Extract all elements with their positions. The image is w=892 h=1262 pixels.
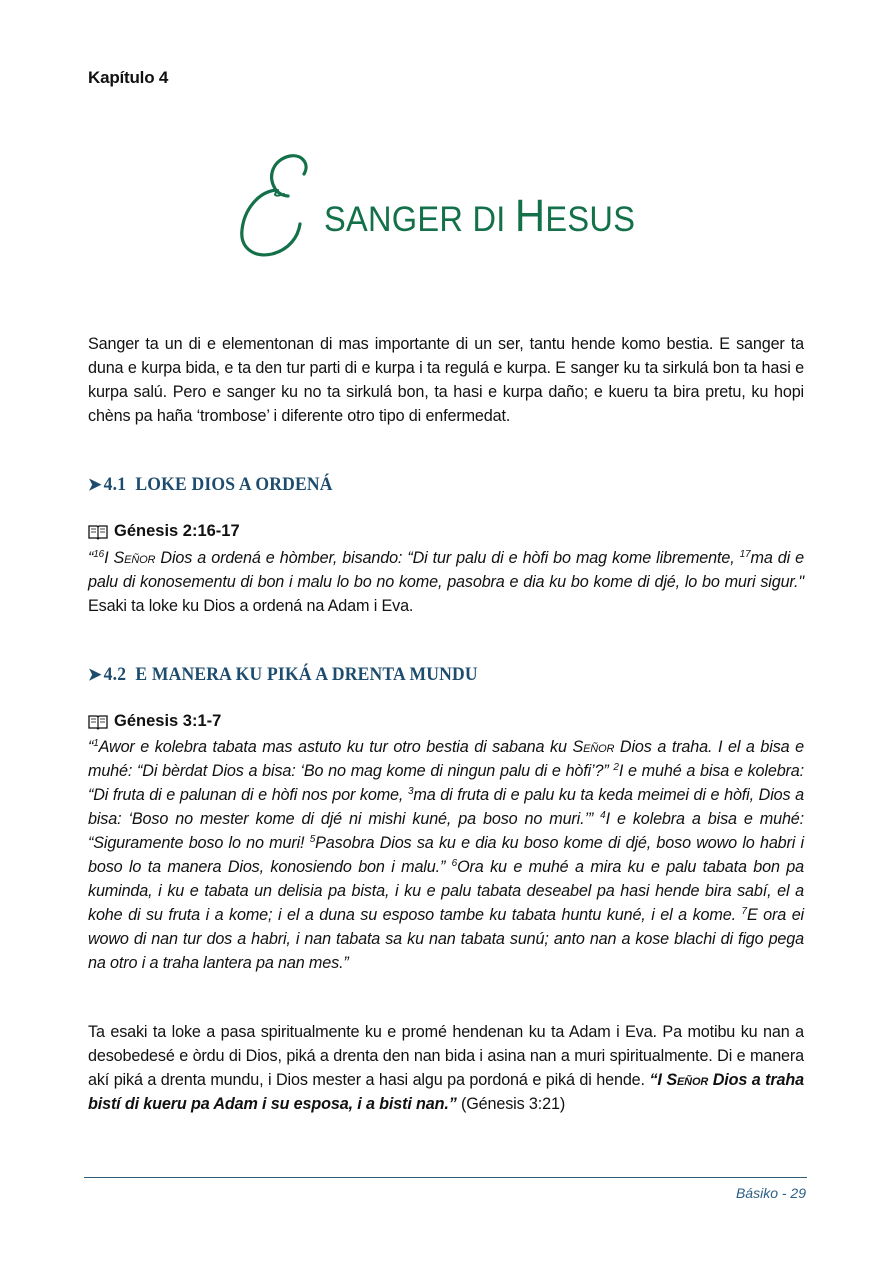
reference-text: Génesis 2:16-17 bbox=[114, 522, 240, 540]
verse-text: ma di e palu di konosementu di bon i malu lo bo no kome, pasobra e dia ku bo kome di djé, lo bo muri sigur." bbox=[88, 549, 804, 591]
decorative-initial-e bbox=[236, 150, 326, 260]
arrow-right-icon: ➤ bbox=[88, 665, 102, 684]
scripture-quote-genesis-3 bbox=[88, 735, 804, 975]
verse-text: E ora ei wowo di nan tur dos a habri, i nan tabata sa ku nan tabata sunú; anto nan a kose blachi di figo pega na otro i a traha lantera pa nan mes.” bbox=[88, 906, 804, 972]
intro-paragraph: Sanger ta un di e elementonan di mas importante di un ser, tantu hende komo bestia. E sanger ta duna e kurpa bida, e ta den tur parti di e kurpa i ta regulá e kurpa. E sanger ku ta sirkulá bon ta hasi e kurpa salú. Pero e sanger ku no ta sirkulá bon, ta hasi e kurpa daño; e kueru ta bira pretu, ku hopi chèns pa haña ‘trombose’ i diferente otro tipo di enfermedat. bbox=[88, 335, 804, 425]
verse-text: Ora ku e muhé a mira ku e palu tabata bon pa kuminda, i ku e tabata un delisia pa bista, i ku e palu tabata deseabel pa hasi hende bira sabí, el a kohe di su fruta i a kome; i el a duna su esposo tambe ku tabata huntu kuné, i el a kome. bbox=[88, 858, 804, 924]
reference-text: Génesis 3:1-7 bbox=[114, 712, 222, 730]
verse-number: 1 bbox=[93, 738, 99, 749]
verse-text: I e kolebra a bisa e muhé: “Siguramente boso lo no muri! bbox=[88, 810, 804, 852]
chapter-title-text bbox=[324, 190, 635, 242]
open-book-icon bbox=[88, 714, 108, 730]
title-word: ESUS bbox=[545, 200, 636, 239]
verse-text: Dios a ordená e hòmber, bisando: “Di tur palu di e hòfi bo mag kome libremente, bbox=[155, 549, 740, 567]
verse-number: 3 bbox=[407, 786, 414, 797]
small-caps-lord: Señor bbox=[666, 1071, 709, 1089]
verse-text: ma di fruta di e palu ku ta keda meimei di e hòfi, Dios a bisa: ‘Boso no mester kome di djé ni mishi kuné, pa boso no muri.’” bbox=[88, 786, 805, 828]
commentary-text: Esaki ta loke ku Dios a ordená na Adam i Eva. bbox=[88, 597, 414, 615]
closing-paragraph bbox=[88, 1020, 804, 1116]
section-number: 4.1 bbox=[103, 475, 127, 495]
small-caps-lord: Señor bbox=[113, 549, 156, 567]
page-footer: Básiko - 29 bbox=[735, 1185, 806, 1201]
open-book-icon bbox=[88, 524, 108, 540]
citation: (Génesis 3:21) bbox=[456, 1095, 566, 1113]
verse-text: Pasobra Dios sa ku e dia ku boso kome di djé, boso wowo lo habri i boso lo ta manera Dios, konosiendo bon i malu.” bbox=[88, 834, 804, 876]
arrow-right-icon: ➤ bbox=[88, 475, 102, 494]
verse-text: Awor e kolebra tabata mas astuto ku tur otro bestia di sabana ku bbox=[98, 738, 573, 756]
paragraph-text: Ta esaki ta loke a pasa spiritualmente ku e promé hendenan ku ta Adam i Eva. Pa motibu ku nan a desobedesé e òrdu di Dios, piká a drenta den nan bida i asina nan a muri spiritualmente. Di e manera akí piká a drenta mundu, i Dios mester a hasi algu pa pordoná e piká di hende. bbox=[88, 1023, 804, 1089]
small-caps-lord: Señor bbox=[572, 738, 615, 756]
scripture-reference bbox=[88, 522, 240, 541]
quote-mark: “ bbox=[88, 549, 94, 567]
footer-divider bbox=[84, 1177, 807, 1178]
section-heading-4-2 bbox=[88, 665, 478, 686]
verse-number: 2 bbox=[613, 762, 619, 773]
verse-number: 5 bbox=[309, 834, 316, 845]
scripture-quote-genesis-2 bbox=[88, 546, 804, 618]
verse-number: 4 bbox=[600, 810, 606, 821]
chapter-label: Kapítulo 4 bbox=[88, 68, 169, 87]
verse-number: 16 bbox=[93, 549, 105, 560]
section-title: LOKE DIOS A ORDENÁ bbox=[135, 475, 333, 495]
verse-number: 6 bbox=[451, 858, 458, 869]
verse-number: 17 bbox=[739, 549, 751, 560]
chapter-title bbox=[236, 150, 696, 260]
verse-number: 7 bbox=[741, 906, 747, 917]
title-word: ANGER DI bbox=[346, 200, 515, 239]
quote-text: Dios a traha bistí di kueru pa Adam i su esposa, i a bisti nan.” bbox=[88, 1071, 804, 1113]
quote-mark: “ bbox=[88, 738, 94, 756]
verse-text: Dios a traha. I el a bisa e muhé: “Di bèrdat Dios a bisa: ‘Bo no mag kome di ningun palu di e hòfi’?” bbox=[88, 738, 804, 780]
section-number: 4.2 bbox=[103, 665, 127, 685]
verse-text: I bbox=[104, 549, 114, 567]
title-letter: S bbox=[324, 200, 347, 239]
section-title: E MANERA KU PIKÁ A DRENTA MUNDU bbox=[135, 665, 478, 685]
section-heading-4-1 bbox=[88, 475, 333, 496]
quote-text: “I bbox=[649, 1071, 667, 1089]
scripture-reference bbox=[88, 712, 221, 731]
verse-text: I e muhé a bisa e kolebra: “Di fruta di e palunan di e hòfi nos por kome, bbox=[88, 762, 804, 804]
title-capital: H bbox=[514, 190, 546, 241]
